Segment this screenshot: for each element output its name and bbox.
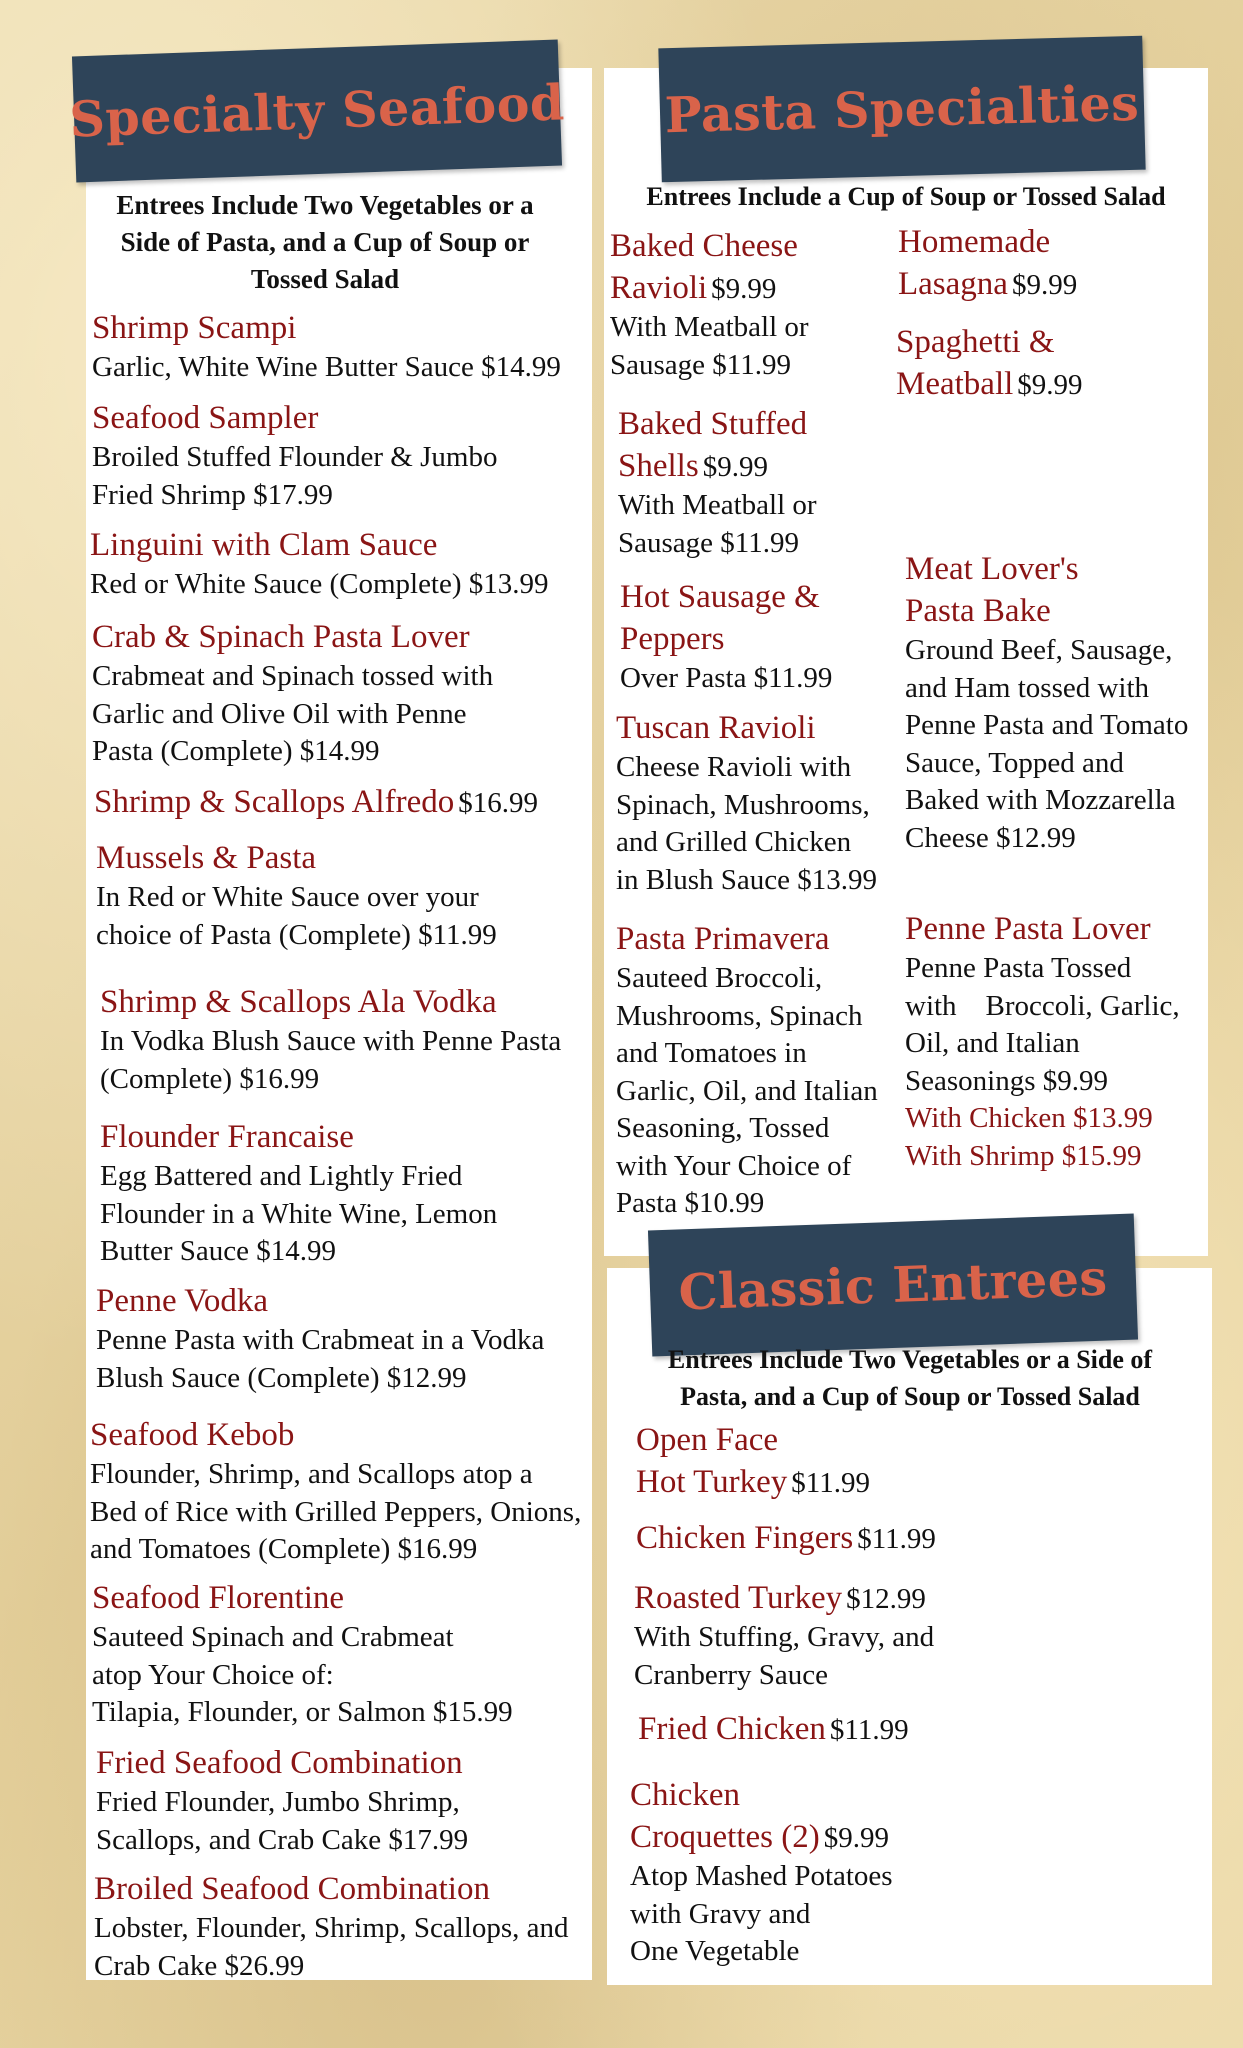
item-desc: Sauteed Broccoli, (616, 962, 823, 994)
seafood-item (90, 1414, 590, 1569)
classic-item (630, 1774, 1130, 1971)
item-desc: One Vegetable (630, 1935, 800, 1967)
item-desc: Sausage $11.99 (618, 526, 799, 559)
item-desc: With Stuffing, Gravy, and (634, 1621, 935, 1653)
item-name: Meatball (896, 366, 1014, 402)
item-name: Linguini with Clam Sauce (90, 527, 438, 563)
item-desc: and Grilled Chicken (616, 826, 852, 858)
item-name: Penne Vodka (96, 1283, 269, 1319)
item-desc: Penne Pasta Tossed (905, 952, 1132, 984)
item-desc: Penne Pasta and Tomato (905, 709, 1189, 741)
item-extra: With Shrimp $15.99 (905, 1139, 1142, 1172)
pasta-item (616, 918, 906, 1223)
seafood-banner: Specialty Seafood (72, 40, 562, 183)
item-desc: Sausage $11.99 (610, 348, 791, 381)
item-desc: With Meatball or (618, 489, 817, 521)
item-name: Homemade (898, 224, 1051, 260)
item-price: $11.99 (791, 1467, 870, 1499)
item-desc: with Broccoli, Garlic, (905, 989, 1180, 1022)
item-price: $11.99 (857, 1523, 936, 1555)
item-desc: and Tomatoes (Complete) $16.99 (90, 1533, 478, 1565)
pasta-subtitle: Entrees Include a Cup of Soup or Tossed Salad (646, 182, 1166, 211)
pasta-item (898, 221, 1198, 305)
item-price: $11.99 (829, 1714, 909, 1746)
seafood-item (100, 1116, 595, 1271)
seafood-item (92, 616, 587, 771)
item-desc: Sauce, Topped and (905, 746, 1124, 779)
classic-banner: Classic Entrees (648, 1214, 1138, 1357)
item-name: Penne Pasta Lover (905, 911, 1151, 947)
item-desc: Butter Sauce $14.99 (100, 1235, 336, 1267)
classic-item (636, 1517, 1136, 1559)
item-name: Seafood Sampler (92, 400, 319, 436)
item-desc: Seasoning, Tossed (616, 1112, 830, 1144)
item-desc: and Ham tossed with (905, 671, 1150, 704)
item-desc: Oil, and Italian (905, 1027, 1080, 1059)
item-name: Pasta Bake (905, 593, 1051, 629)
item-desc: Garlic, Oil, and Italian (616, 1074, 878, 1107)
pasta-item (905, 908, 1205, 1175)
item-name: Crab & Spinach Pasta Lover (92, 619, 470, 655)
item-desc: Broiled Stuffed Flounder & Jumbo (92, 441, 498, 473)
item-desc: With Meatball or (610, 311, 809, 343)
item-price: $9.99 (1011, 269, 1078, 301)
item-desc: Garlic and Olive Oil with Penne (92, 697, 467, 730)
item-name: Fried Chicken (638, 1711, 826, 1747)
item-extra: With Chicken $13.99 (905, 1102, 1153, 1134)
classic-subtitle: Entrees Include Two Vegetables or a Side of Pasta, and a Cup of Soup or Tossed Salad (667, 1345, 1153, 1411)
item-desc: Cheese $12.99 (905, 821, 1076, 854)
item-price: $12.99 (846, 1583, 926, 1615)
item-desc: Pasta (Complete) $14.99 (92, 735, 380, 767)
seafood-item (94, 781, 589, 823)
item-name: Tuscan Ravioli (616, 710, 816, 746)
pasta-item (896, 321, 1196, 405)
seafood-item (90, 524, 585, 604)
item-desc: Flounder, Shrimp, and Scallops atop a (90, 1458, 533, 1490)
item-desc: In Red or White Sauce over your (96, 881, 479, 913)
item-desc: Mushrooms, Spinach (616, 999, 863, 1032)
item-desc: Bed of Rice with Grilled Peppers, Onions, (90, 1495, 582, 1528)
item-desc: Scallops, and Crab Cake $17.99 (96, 1823, 469, 1856)
item-name: Hot Turkey (636, 1464, 788, 1500)
item-name: Shrimp Scampi (92, 310, 297, 346)
item-name: Pasta Primavera (616, 921, 830, 957)
item-price: $9.99 (711, 273, 777, 305)
item-desc: Pasta $10.99 (616, 1187, 765, 1219)
item-name: Mussels & Pasta (96, 840, 317, 876)
seafood-item (94, 1868, 589, 1985)
item-desc: Lobster, Flounder, Shrimp, Scallops, and (94, 1912, 569, 1944)
seafood-item (96, 1742, 591, 1859)
item-desc: choice of Pasta (Complete) $11.99 (96, 918, 497, 951)
item-price: $9.99 (823, 1822, 889, 1854)
item-name: Meat Lover's (905, 551, 1079, 587)
item-desc: Red or White Sauce (Complete) $13.99 (90, 568, 549, 600)
item-desc: with Gravy and (630, 1897, 811, 1930)
item-desc: Seasonings $9.99 (905, 1064, 1108, 1097)
item-name: Lasagna (898, 266, 1008, 302)
item-name: Ravioli (610, 270, 708, 306)
item-name: Hot Sausage & (620, 579, 820, 615)
item-desc: in Blush Sauce $13.99 (616, 863, 877, 896)
item-desc: atop Your Choice of: (92, 1658, 334, 1691)
pasta-banner: Pasta Specialties (658, 36, 1145, 183)
item-name: Fried Seafood Combination (96, 1745, 463, 1781)
pasta-item (616, 707, 906, 899)
item-desc: In Vodka Blush Sauce with Penne Pasta (100, 1025, 562, 1057)
item-desc: with Your Choice of (616, 1149, 852, 1182)
item-name: Roasted Turkey (634, 1580, 843, 1616)
item-name: Open Face (636, 1422, 779, 1458)
item-desc: Over Pasta $11.99 (620, 662, 833, 694)
pasta-item (618, 403, 898, 562)
item-price: $16.99 (458, 787, 538, 819)
seafood-subtitle: Entrees Include Two Vegetables or a Side of Pasta, and a Cup of Soup or Tossed Salad (116, 190, 534, 294)
item-name: Seafood Kebob (90, 1417, 295, 1453)
item-price: $9.99 (702, 451, 768, 483)
seafood-item (92, 397, 587, 514)
item-desc: Penne Pasta with Crabmeat in a Vodka (96, 1324, 545, 1356)
item-name: Baked Stuffed (618, 406, 808, 442)
item-desc: Blush Sauce (Complete) $12.99 (96, 1361, 467, 1394)
seafood-item (92, 1577, 587, 1732)
item-desc: Crab Cake $26.99 (94, 1949, 305, 1982)
seafood-item (100, 981, 595, 1098)
item-name: Flounder Francaise (100, 1119, 354, 1155)
item-desc: Flounder in a White Wine, Lemon (100, 1197, 498, 1230)
item-name: Spaghetti & (896, 324, 1055, 360)
item-name: Baked Cheese (610, 228, 798, 264)
item-name: Chicken (630, 1777, 740, 1813)
item-desc: Garlic, White Wine Butter Sauce $14.99 (92, 351, 561, 383)
item-desc: and Tomatoes in (616, 1037, 807, 1069)
item-desc: Egg Battered and Lightly Fried (100, 1160, 463, 1192)
item-name: Croquettes (2) (630, 1819, 820, 1855)
classic-item (638, 1708, 1138, 1750)
item-desc: Sauteed Spinach and Crabmeat (92, 1621, 454, 1653)
item-name: Peppers (620, 621, 725, 657)
item-name: Seafood Florentine (92, 1580, 345, 1616)
item-price: $9.99 (1017, 369, 1083, 401)
item-desc: Atop Mashed Potatoes (630, 1860, 893, 1892)
seafood-item (96, 837, 591, 954)
item-desc: (Complete) $16.99 (100, 1062, 320, 1095)
item-desc: Fried Flounder, Jumbo Shrimp, (96, 1786, 460, 1818)
item-name: Shrimp & Scallops Ala Vodka (100, 984, 497, 1020)
classic-item (634, 1577, 1134, 1694)
pasta-item (620, 576, 900, 698)
item-name: Chicken Fingers (636, 1520, 854, 1556)
classic-item (636, 1419, 1136, 1503)
item-desc: Cranberry Sauce (634, 1658, 829, 1691)
item-name: Shells (618, 448, 699, 484)
seafood-item (92, 307, 587, 387)
item-desc: Crabmeat and Spinach tossed with (92, 660, 494, 692)
seafood-item (96, 1280, 591, 1397)
item-name: Shrimp & Scallops Alfredo (94, 784, 455, 820)
pasta-item (905, 548, 1205, 857)
pasta-item (610, 225, 890, 384)
item-desc: Tilapia, Flounder, or Salmon $15.99 (92, 1696, 513, 1728)
item-desc: Cheese Ravioli with (616, 751, 852, 783)
item-desc: Baked with Mozzarella (905, 784, 1176, 816)
item-desc: Fried Shrimp $17.99 (92, 478, 333, 511)
item-desc: Spinach, Mushrooms, (616, 788, 870, 821)
item-name: Broiled Seafood Combination (94, 1871, 490, 1907)
item-desc: Ground Beef, Sausage, (905, 634, 1173, 666)
